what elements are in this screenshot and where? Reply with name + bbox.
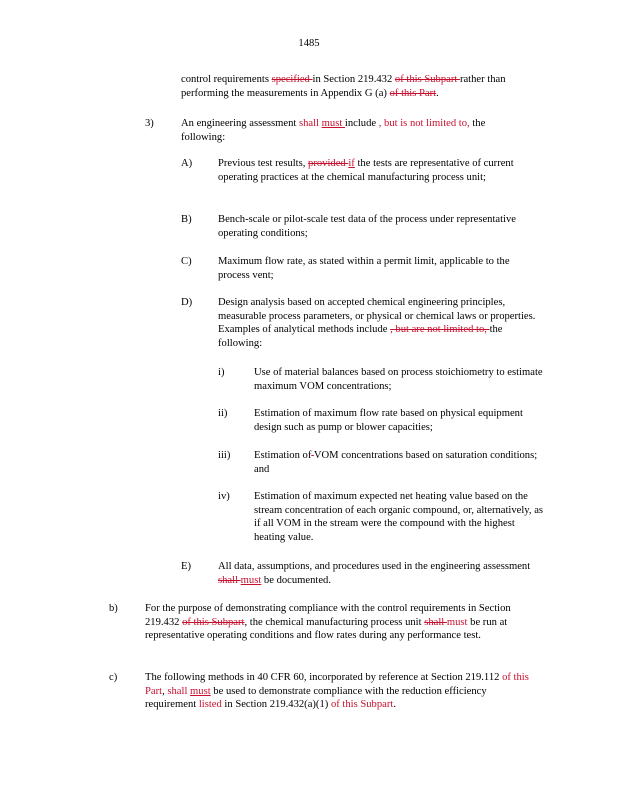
deleted-text: , but are not limited to,: [390, 324, 490, 336]
text-run: be used to demonstrate compliance with the reduction efficiency requirement: [145, 685, 487, 711]
text-run: be run at representative operating conditions and flow rates during any performance test.: [145, 616, 508, 642]
item-c-label: c): [109, 672, 118, 683]
text-run: ,: [162, 685, 168, 697]
inserted-underlined-text: must: [240, 574, 262, 586]
item-ii-label: ii): [218, 408, 228, 419]
item-iv-label: iv): [218, 491, 230, 502]
inserted-text: shall: [167, 685, 191, 697]
text-run: rather than performing the measurements in Appendix G (a): [181, 74, 506, 99]
text-run: , the chemical manufacturing process unit: [244, 616, 425, 628]
item-a-label: A): [181, 158, 193, 169]
text-run: in Section 219.432: [312, 74, 395, 85]
inserted-text: shall: [298, 118, 322, 129]
inserted-text: must: [446, 616, 468, 628]
deleted-text: shall: [218, 574, 241, 586]
deleted-text: of this Subpart: [182, 616, 245, 628]
text-run: be documented.: [261, 574, 331, 586]
text-run: Maximum flow rate, as stated within a permit limit, applicable to the process vent;: [218, 256, 510, 281]
text-run: An engineering assessment: [181, 118, 299, 129]
text-run: Design analysis based on accepted chemical engineering principles, measurable process parameters, or physical or chemical laws or properties. Examples of analytical methods include: [218, 297, 536, 336]
intro-paragraph: [181, 73, 531, 100]
item-iii-text: [254, 449, 548, 476]
item-d-label: D): [181, 297, 193, 308]
text-run: Estimation of maximum expected net heating value based on the stream concentration of each organic compound, or, alternatively, as if all VOM in the stream were the compound with the highest heating value.: [254, 491, 544, 543]
item-b-sub-text: [218, 213, 536, 240]
text-run: the following:: [181, 118, 486, 143]
text-run: the tests are representative of current operating practices at the chemical manufacturing process unit;: [218, 158, 514, 183]
item-c-text: [145, 671, 540, 712]
text-run: .: [436, 87, 439, 99]
item-e-label: E): [181, 561, 191, 572]
deleted-text: shall: [424, 616, 447, 628]
item-c-sub-text: [218, 255, 536, 282]
text-run: Estimation of: [254, 450, 312, 461]
item-3-label: 3): [145, 118, 154, 129]
text-run: include: [344, 118, 377, 129]
item-a-text: [218, 157, 536, 184]
item-d-text: [218, 296, 548, 350]
inserted-text: of this Part: [145, 672, 529, 697]
text-run: in Section 219.432(a)(1): [221, 699, 331, 711]
text-run: Previous test results,: [218, 158, 309, 169]
item-ii-text: [254, 407, 548, 434]
inserted-text: listed: [198, 699, 222, 711]
text-run: Use of material balances based on process stoichiometry to estimate maximum VOM concentrations;: [254, 367, 543, 392]
inserted-underlined-text: if: [348, 158, 355, 169]
inserted-text: of this Subpart: [330, 699, 394, 711]
item-iii-label: iii): [218, 450, 231, 461]
item-i-label: i): [218, 367, 225, 378]
item-b-sub-label: B): [181, 214, 192, 225]
text-run: All data, assumptions, and procedures used in the engineering assessment: [218, 561, 531, 572]
text-run: Bench-scale or pilot-scale test data of the process under representative operating conditions;: [218, 214, 516, 239]
deleted-text: specified: [271, 74, 313, 85]
item-c-sub-label: C): [181, 256, 192, 267]
deleted-text: provided: [308, 158, 349, 169]
item-iv-text: [254, 490, 548, 544]
page-number: 1485: [298, 38, 320, 49]
inserted-underlined-text: must: [190, 685, 211, 697]
text-run: .: [393, 699, 396, 711]
item-b-text: [145, 602, 530, 643]
text-run: Estimation of maximum flow rate based on physical equipment design such as pump or blower capacities;: [254, 408, 523, 433]
item-e-text: [218, 560, 548, 587]
item-b-label: b): [109, 603, 118, 614]
item-3-text: [181, 117, 531, 144]
text-run: the following:: [218, 324, 503, 349]
inserted-text: , but is not limited to,: [376, 118, 470, 129]
inserted-underlined-text: must: [321, 118, 345, 129]
text-run: control requirements: [181, 74, 272, 85]
text-run: VOM concentrations based on saturation conditions; and: [254, 450, 538, 475]
text-run: For the purpose of demonstrating compliance with the control requirements in Section 219.432: [145, 603, 511, 628]
text-run: The following methods in 40 CFR 60, incorporated by reference at Section 219.112: [145, 672, 503, 683]
deleted-text: of this Subpart: [394, 74, 460, 85]
item-i-text: [254, 366, 548, 393]
deleted-text: of this Part: [389, 87, 437, 99]
